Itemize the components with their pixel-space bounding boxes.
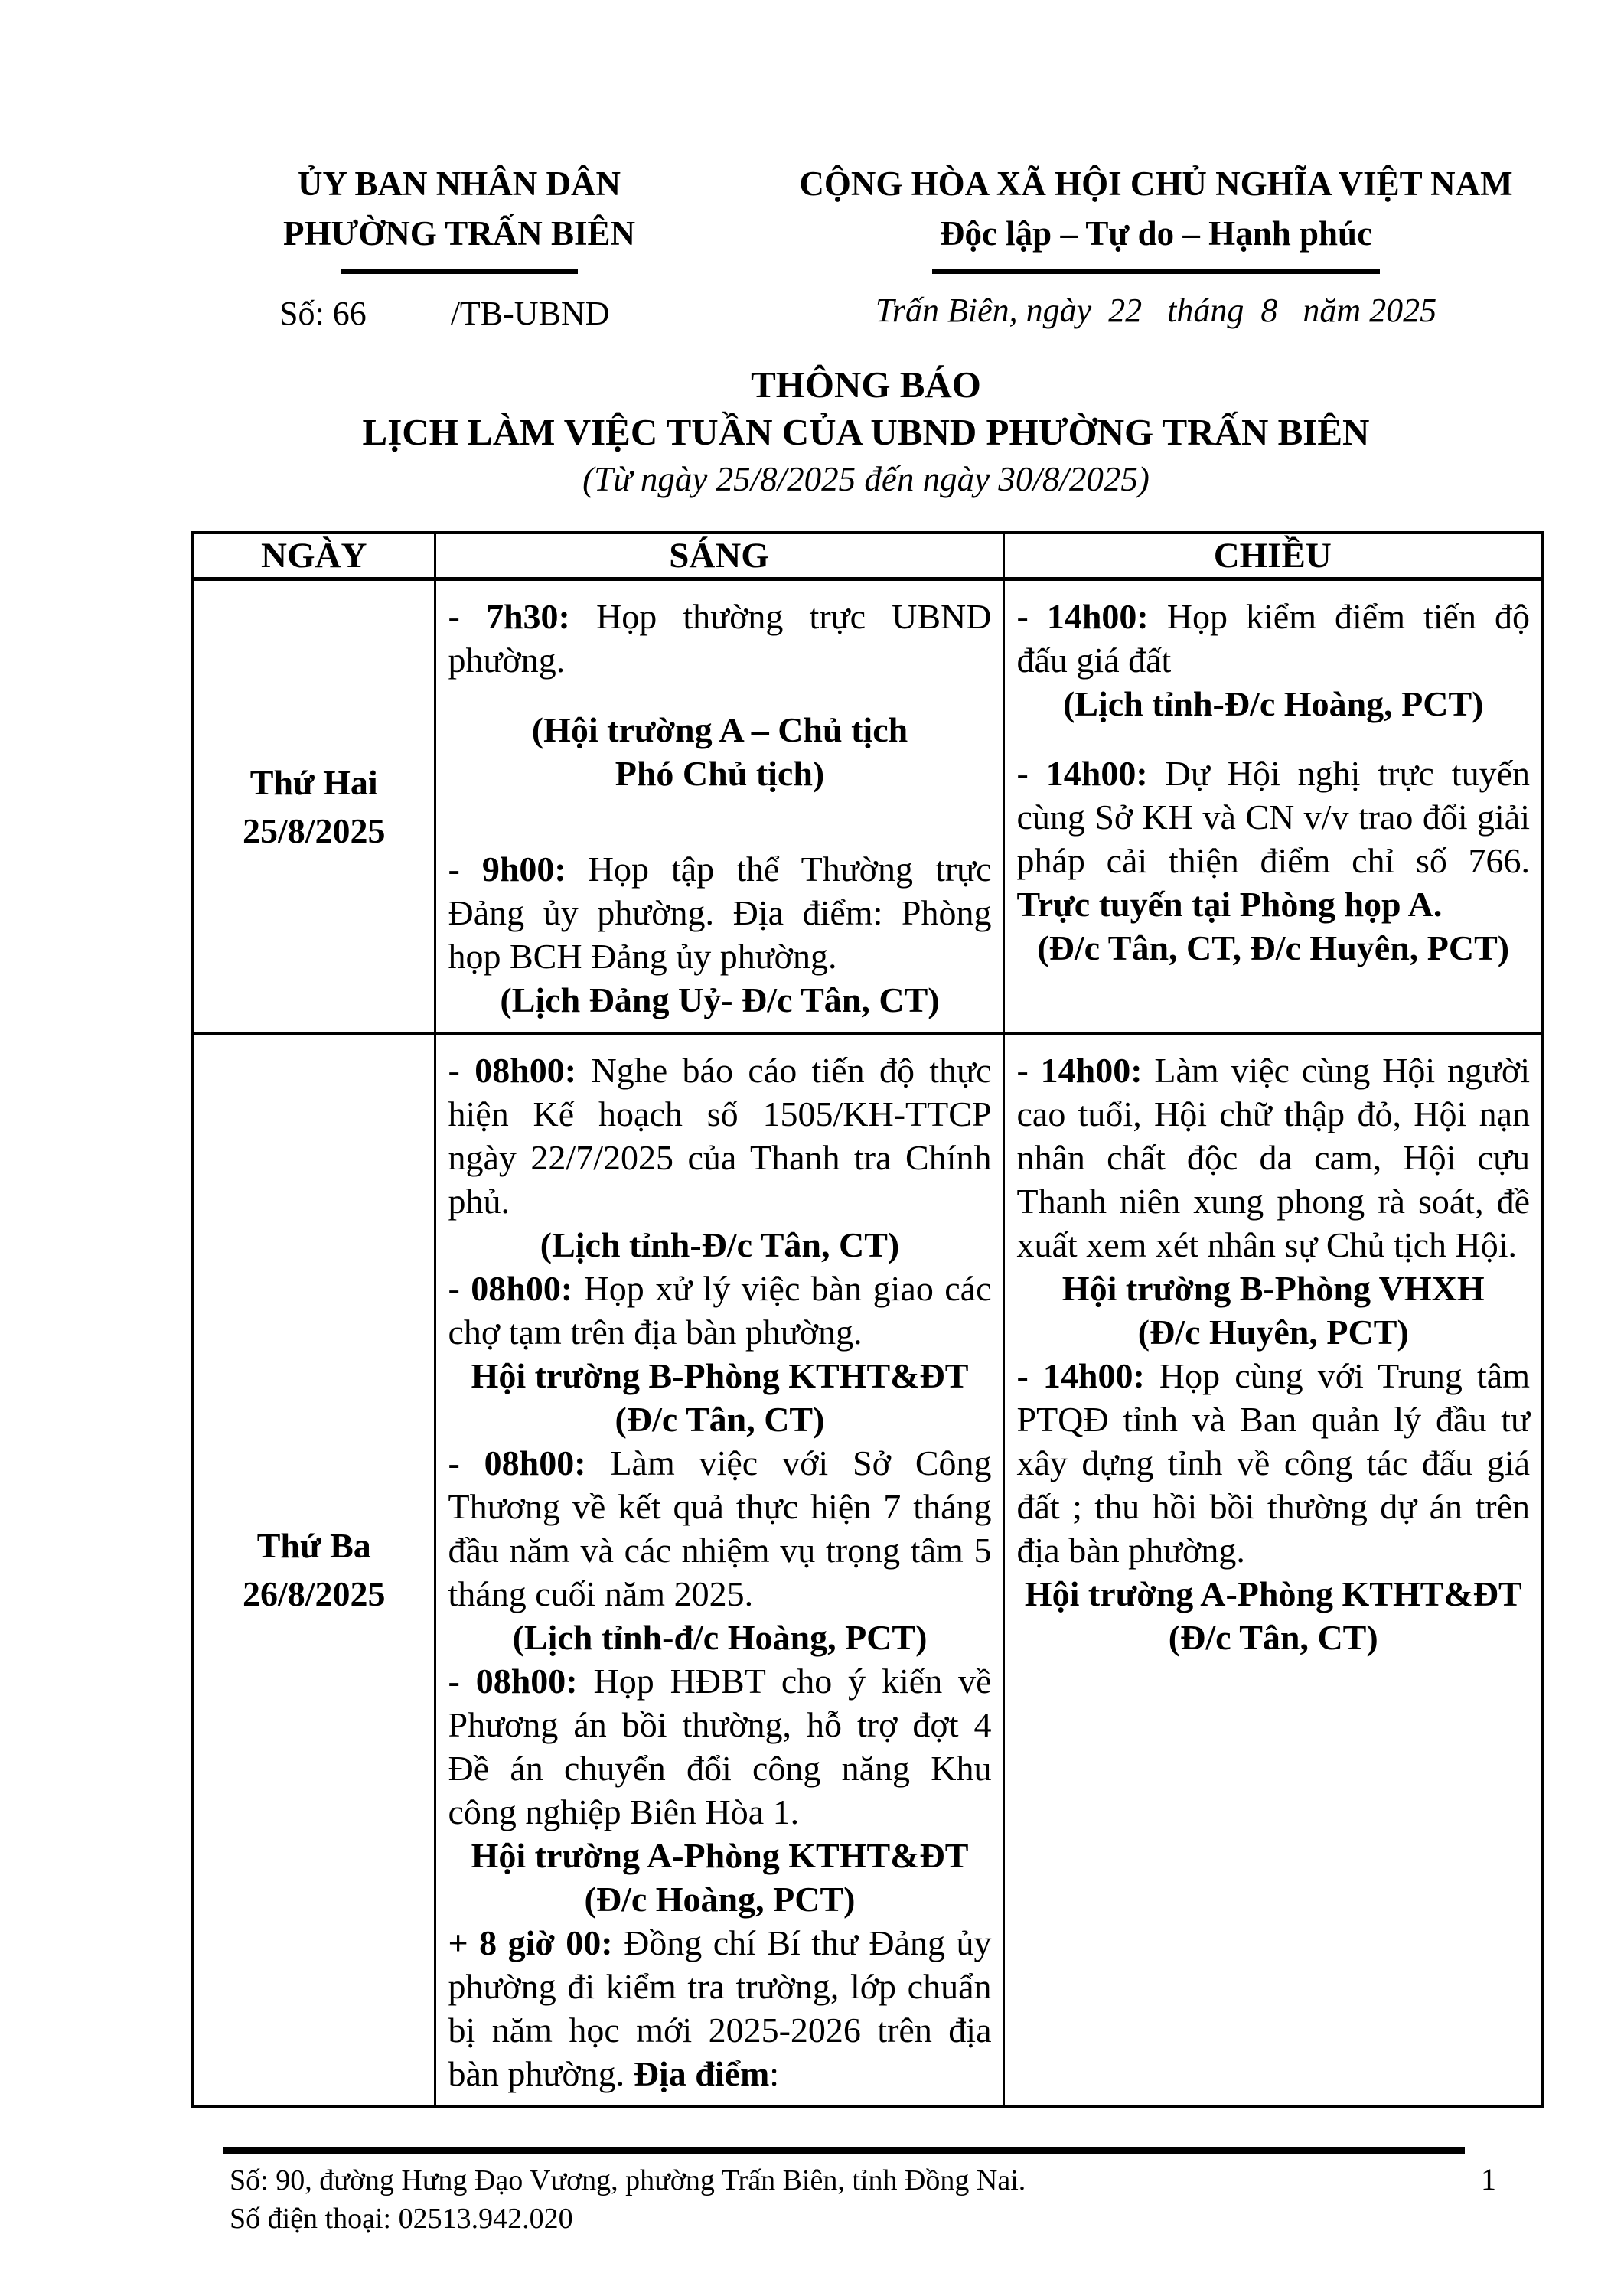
- letterhead: [191, 159, 1541, 333]
- schedule-item: [1017, 1354, 1531, 1572]
- schedule-item: [448, 1049, 992, 1223]
- footer-address: Số: 90, đường Hưng Đạo Vương, phường Trấn Biên, tỉnh Đồng Nai.: [230, 2164, 1026, 2197]
- venue-attendee-line: [448, 978, 992, 1022]
- bold-text: - 14h00:: [1016, 1356, 1159, 1395]
- morning-cell: [435, 1034, 1003, 2107]
- bold-text: - 7h30:: [448, 597, 597, 636]
- venue-attendee-line: [448, 1397, 992, 1441]
- bold-text: (Hội trường A – Chủ tịch: [531, 710, 908, 749]
- bold-text: (Lịch Đảng Uỷ- Đ/c Tân, CT): [500, 980, 940, 1019]
- blank-line: [448, 821, 992, 847]
- schedule-row: [193, 1034, 1542, 2107]
- motto-underline: [932, 269, 1380, 274]
- schedule-item: [1017, 1049, 1531, 1267]
- footer-phone: Số điện thoại: 02513.942.020: [230, 2203, 573, 2235]
- col-header-morning: SÁNG: [435, 533, 1003, 579]
- national-header-block: [771, 159, 1541, 333]
- blank-line: [1017, 726, 1531, 752]
- day-label: 25/8/2025: [242, 811, 386, 850]
- schedule-row: [193, 579, 1542, 1034]
- col-header-afternoon: CHIỀU: [1003, 533, 1542, 579]
- page-number: 1: [1481, 2162, 1496, 2197]
- bold-text: (Đ/c Tân, CT): [1168, 1618, 1378, 1657]
- venue-attendee-line: [448, 1616, 992, 1659]
- bold-text: (Đ/c Huyên, PCT): [1137, 1313, 1409, 1352]
- bold-text: (Lịch tỉnh-Đ/c Tân, CT): [540, 1225, 900, 1264]
- morning-cell-content: [436, 581, 1003, 1032]
- bold-text: - 14h00:: [1016, 754, 1166, 793]
- national-motto: Độc lập – Tự do – Hạnh phúc: [939, 214, 1373, 253]
- blank-line: [448, 795, 992, 821]
- venue-attendee-line: [448, 1877, 992, 1921]
- morning-cell: [435, 579, 1003, 1034]
- bold-text: (Đ/c Tân, CT, Đ/c Huyên, PCT): [1037, 928, 1510, 967]
- morning-cell-content: [436, 1035, 1003, 2105]
- bold-text: Địa điểm: [633, 2054, 770, 2093]
- bold-text: - 08h00:: [448, 1443, 611, 1482]
- schedule-item: [448, 847, 992, 978]
- agency-parent-name: ỦY BAN NHÂN DÂN: [297, 165, 621, 203]
- title-block: [191, 361, 1541, 502]
- regular-text: Làm việc cùng Hội người cao tuổi, Hội chữ thập đỏ, Hội nạn nhân chất độc da cam, Hội cựu Thanh niên xung phong rà soát, đề xuất xem xét nhân sự Chủ tịch Hội.: [1016, 1051, 1530, 1264]
- date-range-subtitle: (Từ ngày 25/8/2025 đến ngày 30/8/2025): [582, 460, 1150, 498]
- agency-name: PHƯỜNG TRẤN BIÊN: [282, 214, 636, 253]
- regular-text: :: [769, 2054, 780, 2093]
- bold-text: Trực tuyến tại Phòng họp A.: [1016, 885, 1443, 924]
- venue-attendee-line: [448, 1834, 992, 1877]
- schedule-item: [1017, 595, 1531, 682]
- footer-block: [230, 2161, 1026, 2238]
- document-type-title: THÔNG BÁO: [751, 364, 981, 406]
- afternoon-cell: [1003, 1034, 1542, 2107]
- venue-attendee-line: [1017, 1572, 1531, 1616]
- bold-text: - 9h00:: [448, 850, 589, 889]
- national-title: CỘNG HÒA XÃ HỘI CHỦ NGHĨA VIỆT NAM: [799, 165, 1513, 203]
- schedule-item: [448, 595, 992, 682]
- issuing-agency-block: [191, 159, 727, 333]
- regular-text: Họp kiểm điểm tiến độ đấu giá đất: [1016, 597, 1530, 680]
- regular-text: Họp thường trực UBND phường.: [448, 597, 992, 680]
- regular-text: Làm việc với Sở Công Thương về kết quả thực hiện 7 tháng đầu năm và các nhiệm vụ trọng tâm 5 tháng cuối năm 2025.: [448, 1443, 992, 1613]
- document-number: Số: 66: [279, 295, 367, 332]
- bold-text: Hội trường B-Phòng KTHT&ĐT: [471, 1356, 969, 1395]
- document-subject-title: LỊCH LÀM VIỆC TUẦN CỦA UBND PHƯỜNG TRẤN BIÊN: [362, 411, 1370, 453]
- bold-text: - 14h00:: [1016, 1051, 1155, 1090]
- agency-underline: [341, 269, 578, 274]
- regular-text: Đồng chí Bí thư Đảng ủy phường đi kiểm tra trường, lớp chuẩn bị năm học mới 2025-2026 trên địa bàn phường.: [448, 1923, 992, 2093]
- bold-text: Hội trường A-Phòng KTHT&ĐT: [1024, 1574, 1522, 1613]
- bold-text: Phó Chủ tịch): [615, 754, 825, 793]
- regular-text: Họp HĐBT cho ý kiến về Phương án bồi thường, hỗ trợ đợt 4 Đề án chuyển đổi công năng Khu công nghiệp Biên Hòa 1.: [448, 1662, 992, 1831]
- regular-text: Họp cùng với Trung tâm PTQĐ tỉnh và Ban quản lý đầu tư xây dựng tỉnh về công tác đấu giá đất ; thu hồi bồi thường dự án trên địa bàn phường.: [1016, 1356, 1530, 1570]
- bold-text: (Lịch tỉnh-đ/c Hoàng, PCT): [512, 1618, 928, 1657]
- venue-attendee-line: [1017, 682, 1531, 726]
- venue-attendee-line: [1017, 926, 1531, 970]
- schedule-item: [448, 1659, 992, 1834]
- day-cell: [193, 579, 435, 1034]
- bold-text: Hội trường A-Phòng KTHT&ĐT: [471, 1836, 969, 1875]
- venue-attendee-line: [448, 1223, 992, 1267]
- afternoon-cell-content: [1005, 1035, 1541, 2105]
- bold-text: (Đ/c Hoàng, PCT): [584, 1880, 856, 1919]
- regular-text: Họp xử lý việc bàn giao các chợ tạm trên địa bàn phường.: [448, 1269, 992, 1352]
- regular-text: Nghe báo cáo tiến độ thực hiện Kế hoạch số 1505/KH-TTCP ngày 22/7/2025 của Thanh tra Chính phủ.: [448, 1051, 992, 1221]
- document-number-line: [191, 294, 727, 333]
- regular-text: Họp tập thể Thường trực Đảng ủy phường. Địa điểm: Phòng họp BCH Đảng ủy phường.: [448, 850, 992, 976]
- venue-attendee-line: [1017, 1310, 1531, 1354]
- document-number-suffix: /TB-UBND: [450, 295, 610, 332]
- regular-text: Dự Hội nghị trực tuyến cùng Sở KH và CN v/v trao đổi giải pháp cải thiện điểm chỉ số 766.: [1016, 754, 1530, 880]
- blank-line: [448, 682, 992, 708]
- venue-attendee-line: [448, 708, 992, 752]
- footer-separator-rule: [223, 2147, 1465, 2154]
- col-header-day: NGÀY: [193, 533, 435, 579]
- bold-text: - 08h00:: [448, 1662, 594, 1701]
- day-label: Thứ Ba: [256, 1526, 371, 1565]
- schedule-header-row: [193, 533, 1542, 579]
- bold-text: - 08h00:: [448, 1269, 584, 1308]
- bold-text: (Đ/c Tân, CT): [615, 1400, 825, 1439]
- day-label: Thứ Hai: [249, 763, 378, 802]
- day-label: 26/8/2025: [242, 1574, 386, 1613]
- schedule-item: [448, 1441, 992, 1616]
- venue-attendee-line: [448, 752, 992, 795]
- schedule-item: [1017, 752, 1531, 926]
- schedule-item: [448, 1921, 992, 2095]
- venue-attendee-line: [1017, 1267, 1531, 1310]
- bold-text: Hội trường B-Phòng VHXH: [1061, 1269, 1485, 1308]
- schedule-table: [191, 531, 1544, 2108]
- afternoon-cell-content: [1005, 581, 1541, 1032]
- bold-text: - 08h00:: [448, 1051, 592, 1090]
- bold-text: (Lịch tỉnh-Đ/c Hoàng, PCT): [1063, 684, 1484, 723]
- schedule-item: [448, 1267, 992, 1354]
- place-date-line: Trấn Biên, ngày 22 tháng 8 năm 2025: [875, 292, 1437, 329]
- bold-text: - 14h00:: [1016, 597, 1167, 636]
- bold-text: + 8 giờ 00:: [448, 1923, 624, 1962]
- day-cell: [193, 1034, 435, 2107]
- venue-attendee-line: [1017, 1616, 1531, 1659]
- afternoon-cell: [1003, 579, 1542, 1034]
- venue-attendee-line: [448, 1354, 992, 1397]
